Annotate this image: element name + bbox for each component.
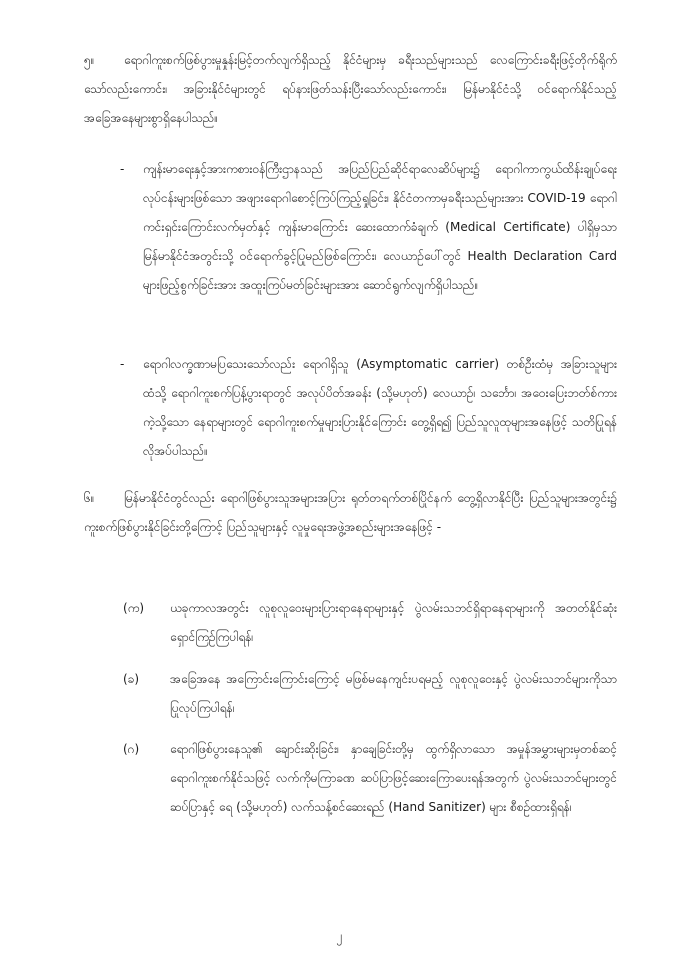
item-kha-text: အခြေအနေ အကြောင်းကြောင်းကြောင့် မဖြစ်မနေကျင်းပရမည့် လူစုလူဝေးနှင့် ပွဲလမ်းသဘင်များကိုသာ ပြုလုပ်ကြပါရန်၊ bbox=[170, 672, 617, 715]
item-kha-label: (ခ) bbox=[123, 672, 140, 686]
section-6-number: ၆။ bbox=[84, 491, 95, 505]
item-ga-text: ရောဂါဖြစ်ပွားနေသူ၏ ချောင်းဆိုးခြင်း၊ နှာချေခြင်းတို့မှ ထွက်ရှိလာသော အမှုန်အမွှားများမှတစ်ဆင့် ရောဂါကူးစက်နိုင်သဖြင့် လက်ကိုမကြာခဏ ဆပ်ပြာဖြင့်ဆေးကြောပေးရန်အတွက် ပွဲလမ်းသဘင်များတွင် ဆပ်ပြာနှင့် ရေ (သို့မဟုတ်) လက်သန့်စင်ဆေးရည် (Hand Sanitizer) များ စီစဉ်ထားရှိရန်၊ bbox=[170, 742, 617, 814]
item-ka-text: ယခုကာလအတွင်း လူစုလူဝေးများပြားရာနေရာများနှင့် ပွဲလမ်းသဘင်ရှိရာနေရာများကို အတတ်နိုင်ဆုံးရှောင်ကြဉ်ကြပါရန်၊ bbox=[170, 601, 617, 644]
bullet-dash-2: - bbox=[120, 357, 125, 371]
bullet-dash-1: - bbox=[120, 162, 125, 176]
section-5-paragraph: ရောဂါကူးစက်ဖြစ်ပွားမှုနှုန်းမြင့်တက်လျက်ရှိသည့် နိုင်ငံများမှ ခရီးသည်များသည် လေကြောင်းခရီးဖြင့်တိုက်ရိုက်သော်လည်းကောင်း၊ အခြားနိုင်ငံများတွင် ရပ်နားဖြတ်သန်းပြီးသော်လည်းကောင်း၊ မြန်မာနိုင်ငံသို့ ဝင်ရောက်နိုင်သည့် အခြေအနေများစွာရှိနေပါသည်။ bbox=[84, 53, 617, 125]
page-number: ၂ bbox=[336, 929, 343, 943]
section-6-paragraph: မြန်မာနိုင်ငံတွင်လည်း ရောဂါဖြစ်ပွားသူအများအပြား ရုတ်တရက်တစ်ပြိုင်နက် တွေ့ရှိလာနိုင်ပြီး ပြည်သူများအတွင်း၌ ကူးစက်ဖြစ်ပွားနိုင်ခြင်းတို့ကြောင့် ပြည်သူများနှင့် လူမှုရေးအဖွဲ့အစည်းများအနေဖြင့် - bbox=[84, 491, 617, 534]
item-ka-label: (က) bbox=[123, 601, 145, 615]
item-ga-label: (ဂ) bbox=[123, 742, 140, 756]
section-5-number: ၅။ bbox=[84, 53, 95, 67]
section-5-bullet-1: ကျန်းမာရေးနှင့်အားကစားဝန်ကြီးဌာနသည် အပြည်ပြည်ဆိုင်ရာလေဆိပ်များ၌ ရောဂါကာကွယ်ထိန်းချုပ်ရေးလုပ်ငန်းများဖြစ်သော အဖျားရောဂါစောင့်ကြပ်ကြည့်ရှုခြင်း၊ နိုင်ငံတကာမှခရီးသည်များအား COVID-19 ရောဂါကင်းရှင်းကြောင်းလက်မှတ်နှင့် ကျန်းမာကြောင်း ဆေးထောက်ခံချက် (Medical Certificate) ပါရှိမှသာ မြန်မာနိုင်ငံအတွင်းသို့ ဝင်ရောက်ခွင့်ပြုမည်ဖြစ်ကြောင်း၊ လေယာဉ်ပေါ်တွင် Health Declaration Card များဖြည့်စွက်ခြင်းအား အထူးကြပ်မတ်ခြင်းများအား ဆောင်ရွက်လျက်ရှိပါသည်။ bbox=[143, 162, 617, 292]
section-5-bullet-2: ရောဂါလက္ခဏာမပြသေးသော်လည်း ရောဂါရှိသူ (Asymptomatic carrier) တစ်ဦးထံမှ အခြားသူများထံသို့ ရောဂါကူးစက်ပြန့်ပွားရာတွင် အလုပ်ပိတ်အခန်း (သို့မဟုတ်) လေယာဉ်၊ သင်္ဘော၊ အဝေးပြေးဘတ်စ်ကားကဲ့သို့သော နေရာများတွင် ရောဂါကူးစက်မှုများပြားနိုင်ကြောင်း တွေ့ရှိရ၍ ပြည်သူလူထုများအနေဖြင့် သတိပြုရန် လိုအပ်ပါသည်။ bbox=[143, 357, 617, 458]
